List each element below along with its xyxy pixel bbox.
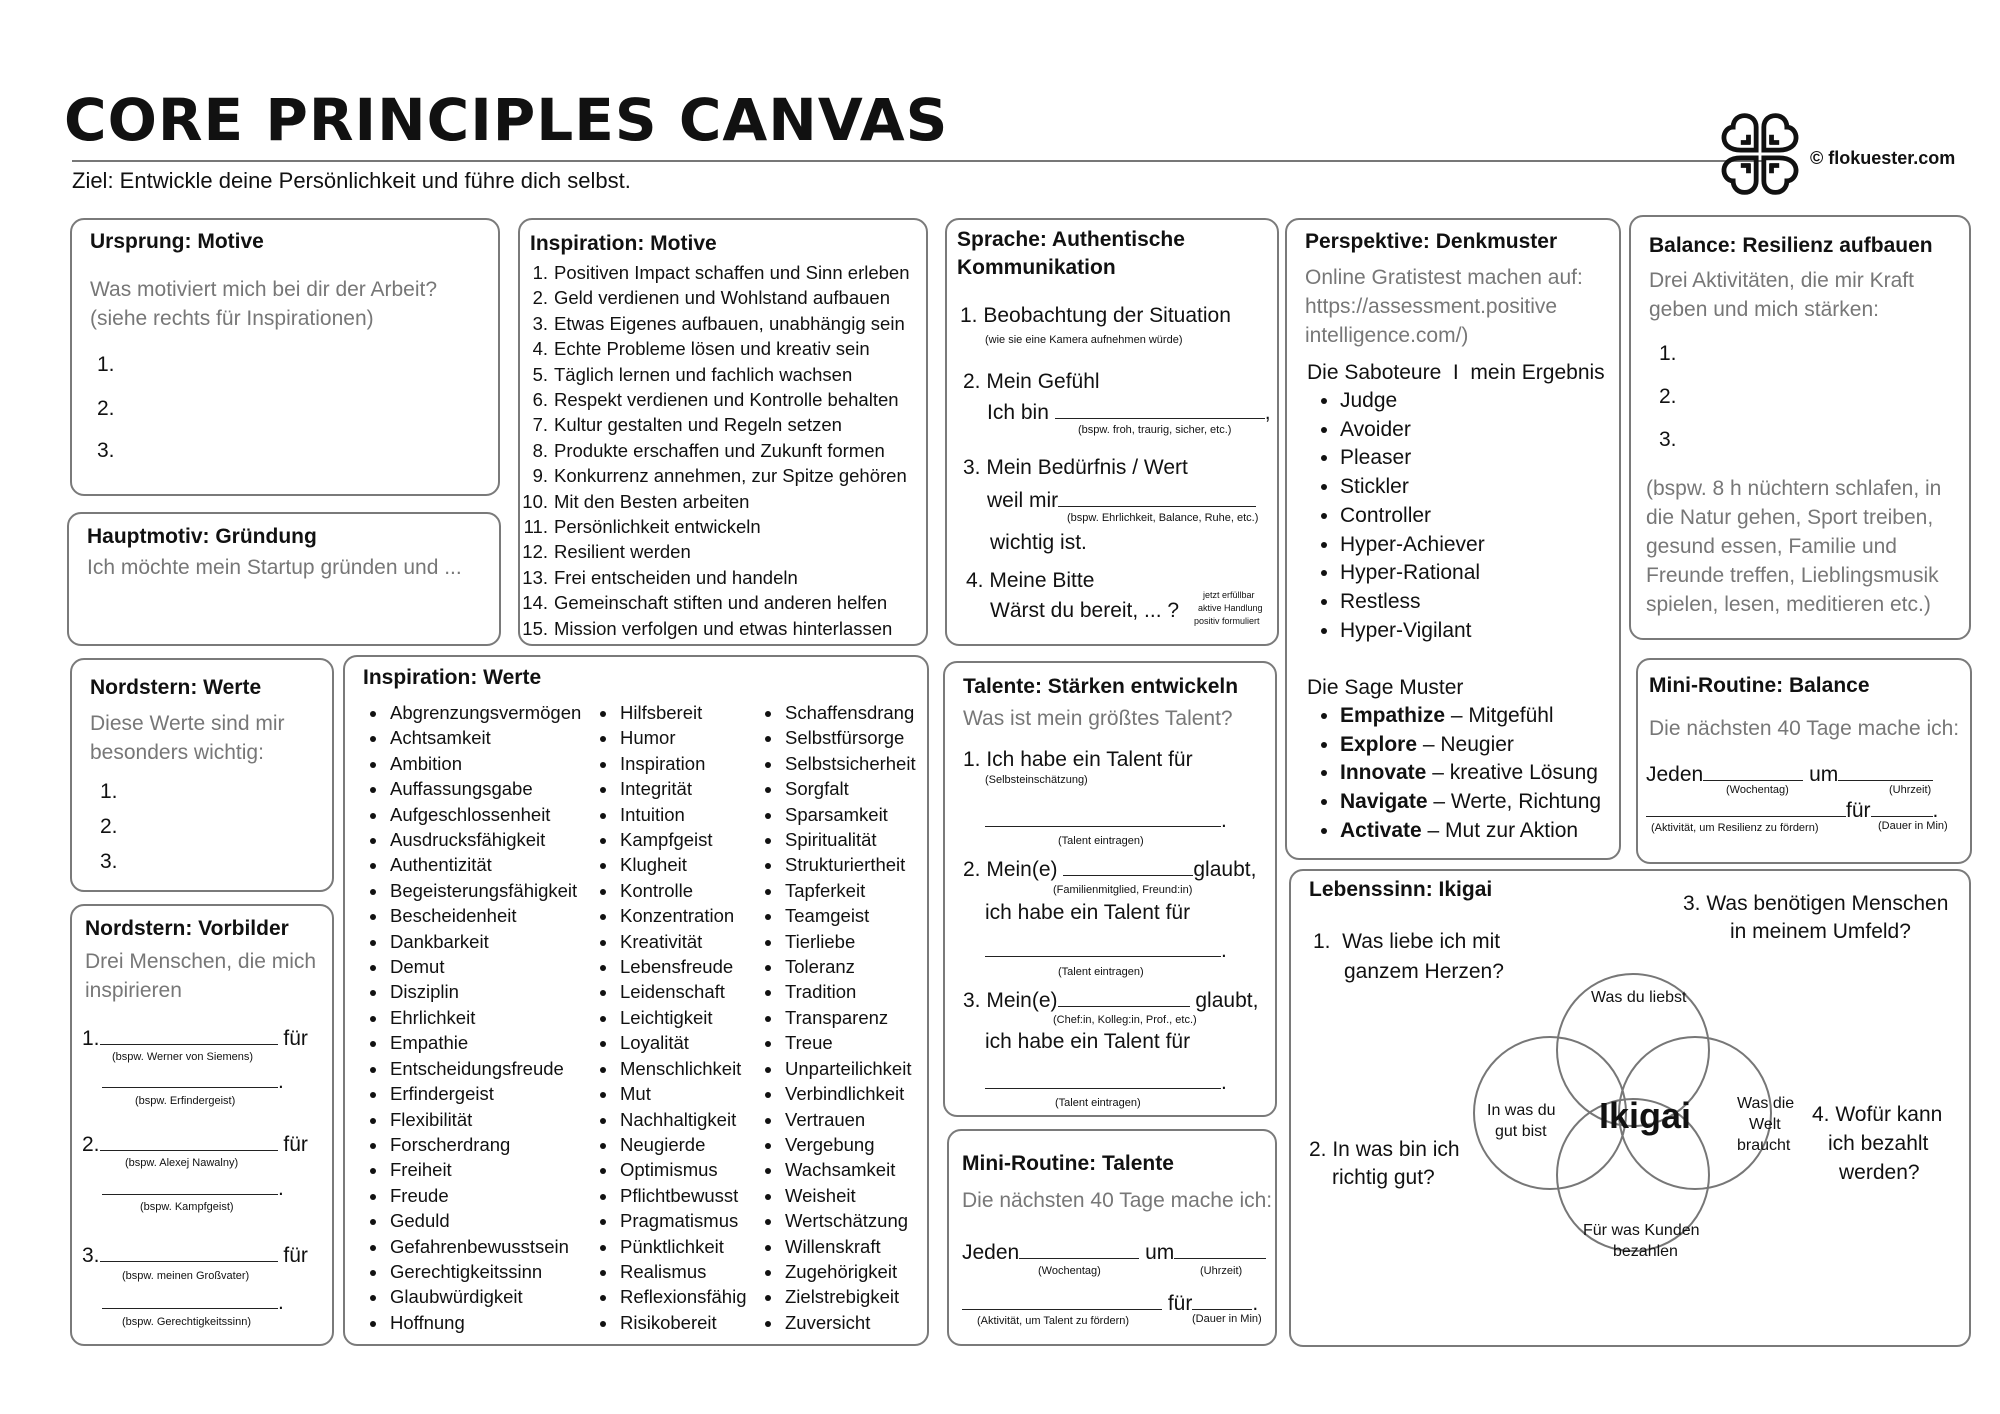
- list-item: • Avoider: [1340, 416, 1485, 445]
- ikigai-q4a: 4. Wofür kann: [1812, 1103, 1943, 1126]
- vorbild-3-value: .: [102, 1290, 284, 1315]
- list-item: • Tapferkeit: [783, 878, 916, 903]
- list-item: • Integrität: [618, 776, 747, 801]
- perspektive-title: Perspektive: Denkmuster: [1305, 230, 1558, 253]
- list-item: • Intuition: [618, 802, 747, 827]
- vorbild-3-hint: (bspw. meinen Großvater): [122, 1270, 250, 1282]
- list-item: • Weisheit: [783, 1183, 916, 1208]
- list-item: 14. Gemeinschaft stiften und anderen helfen: [522, 592, 888, 614]
- werte-column-1: [366, 700, 581, 1335]
- werte-n3: 3.: [100, 850, 118, 873]
- werte-n2: 2.: [100, 815, 118, 838]
- list-item: • Freude: [388, 1183, 581, 1208]
- list-item: • Stickler: [1340, 473, 1485, 502]
- ikigai-q1a: 1. Was liebe ich mit: [1313, 930, 1501, 953]
- list-item: 11. Persönlichkeit entwickeln: [523, 516, 761, 538]
- sprache-step-1: 1. Beobachtung der Situation: [960, 304, 1231, 327]
- list-item: • Glaubwürdigkeit: [388, 1284, 581, 1309]
- list-item: • Schaffensdrang: [783, 700, 916, 725]
- sprache-hint-2: (bspw. froh, traurig, sicher, etc.): [1078, 424, 1232, 436]
- list-item: • Tradition: [783, 979, 916, 1004]
- sprache-title-2: Kommunikation: [957, 256, 1116, 279]
- list-item: 6. Respekt verdienen und Kontrolle behalten: [532, 389, 899, 411]
- list-item: 4. Echte Probleme lösen und kreativ sein: [532, 338, 870, 360]
- list-item: • Selbstsicherheit: [783, 751, 916, 776]
- venn-label-world-3: braucht: [1737, 1137, 1791, 1154]
- talent-1-value: .: [985, 808, 1227, 833]
- list-item: 3. Etwas Eigenes aufbauen, unabhängig sein: [532, 312, 905, 334]
- list-item: • Hyper-Achiever: [1340, 531, 1485, 560]
- list-item: • Hyper-Rational: [1340, 559, 1485, 588]
- list-item: • Gerechtigkeitssinn: [388, 1259, 581, 1284]
- perspektive-prompt-2: https://assessment.positive: [1305, 295, 1558, 318]
- list-item: • Empathie: [388, 1030, 581, 1055]
- list-item: 2. Geld verdienen und Wohlstand aufbauen: [532, 287, 890, 309]
- mr-balance-line-2: für .: [1646, 798, 1938, 823]
- sprache-title-1: Sprache: Authentische: [957, 228, 1185, 251]
- header-divider: [72, 160, 1762, 162]
- list-item: • Zielstrebigkeit: [783, 1284, 916, 1309]
- venn-label-paid-2: bezahlen: [1613, 1243, 1678, 1260]
- perspektive-prompt-1: Online Gratistest machen auf:: [1305, 266, 1583, 289]
- list-item: • Pragmatismus: [618, 1208, 747, 1233]
- balance-prompt-2: geben und mich stärken:: [1649, 298, 1879, 321]
- list-item: 9. Konkurrenz annehmen, zur Spitze gehören: [532, 465, 907, 487]
- list-item: 12. Resilient werden: [522, 541, 691, 563]
- list-item: • Nachhaltigkeit: [618, 1107, 747, 1132]
- sprache-hint-1: (wie sie eine Kamera aufnehmen würde): [985, 334, 1183, 346]
- list-item: • Flexibilität: [388, 1107, 581, 1132]
- list-item: • Activate – Mut zur Aktion: [1340, 817, 1601, 846]
- list-item: • Geduld: [388, 1208, 581, 1233]
- mr-talente-uz: (Uhrzeit): [1200, 1265, 1243, 1277]
- list-item: • Wachsamkeit: [783, 1157, 916, 1182]
- sprache-step-4b: Wärst du bereit, ... ?: [990, 599, 1180, 622]
- list-item: • Forscherdrang: [388, 1132, 581, 1157]
- list-item: • Menschlichkeit: [618, 1056, 747, 1081]
- ursprung-n2: 2.: [97, 397, 115, 420]
- werte-column-3: [761, 700, 916, 1335]
- list-item: • Leichtigkeit: [618, 1005, 747, 1030]
- list-item: • Reflexionsfähig: [618, 1284, 747, 1309]
- list-item: • Disziplin: [388, 979, 581, 1004]
- talent-3-hint: (Chef:in, Kolleg:in, Prof., etc.): [1053, 1014, 1197, 1026]
- talent-3: 3. Mein(e) glaubt,: [963, 989, 1259, 1012]
- list-item: • Demut: [388, 954, 581, 979]
- copyright: © flokuester.com: [1810, 148, 1956, 168]
- list-item: • Zugehörigkeit: [783, 1259, 916, 1284]
- list-item: • Konzentration: [618, 903, 747, 928]
- ikigai-q4b: ich bezahlt: [1828, 1132, 1929, 1155]
- list-item: 15. Mission verfolgen und etwas hinterlassen: [522, 617, 893, 639]
- list-item: • Gefahrenbewusstsein: [388, 1234, 581, 1259]
- list-item: • Mut: [618, 1081, 747, 1106]
- list-item: • Selbstfürsorge: [783, 725, 916, 750]
- list-item: 1. Positiven Impact schaffen und Sinn erleben: [532, 262, 910, 283]
- list-item: • Willenskraft: [783, 1234, 916, 1259]
- mr-talente-akt: (Aktivität, um Talent zu fördern): [977, 1315, 1130, 1327]
- vorbild-1-value-hint: (bspw. Erfindergeist): [135, 1095, 236, 1107]
- talent-3-value-hint: (Talent eintragen): [1055, 1097, 1141, 1109]
- list-item: • Hoffnung: [388, 1310, 581, 1335]
- ikigai-q4c: werden?: [1839, 1161, 1920, 1184]
- list-item: • Sparsamkeit: [783, 802, 916, 827]
- saboteure-list: [1306, 387, 1485, 645]
- list-item: • Toleranz: [783, 954, 916, 979]
- list-item: • Auffassungsgabe: [388, 776, 581, 801]
- sprache-step-2: 2. Mein Gefühl: [963, 370, 1100, 393]
- list-item: • Pünktlichkeit: [618, 1234, 747, 1259]
- vorbild-2-hint: (bspw. Alexej Nawalny): [125, 1157, 239, 1169]
- list-item: • Begeisterungsfähigkeit: [388, 878, 581, 903]
- list-item: • Realismus: [618, 1259, 747, 1284]
- vorbild-2-value-hint: (bspw. Kampfgeist): [140, 1201, 234, 1213]
- list-item: • Risikobereit: [618, 1310, 747, 1335]
- venn-label-good-2: gut bist: [1495, 1123, 1547, 1140]
- list-item: • Inspiration: [618, 751, 747, 776]
- list-item: 5. Täglich lernen und fachlich wachsen: [532, 363, 853, 385]
- list-item: • Vertrauen: [783, 1107, 916, 1132]
- list-item: • Pleaser: [1340, 444, 1485, 473]
- talente-title: Talente: Stärken entwickeln: [963, 675, 1239, 698]
- list-item: • Sorgfalt: [783, 776, 916, 801]
- list-item: • Loyalität: [618, 1030, 747, 1055]
- werte-title: Nordstern: Werte: [90, 676, 262, 699]
- list-item: • Hyper-Vigilant: [1340, 617, 1485, 646]
- vorbilder-prompt: Drei Menschen, die mich inspirieren: [85, 950, 317, 1002]
- ikigai-center-label: Ikigai: [1599, 1095, 1692, 1136]
- sprache-step-3c: wichtig ist.: [990, 531, 1087, 554]
- sprache-hint-4c: positiv formuliert: [1194, 616, 1260, 626]
- list-item: • Innovate – kreative Lösung: [1340, 759, 1601, 788]
- saboteure-heading: Die Saboteure I mein Ergebnis: [1307, 361, 1605, 384]
- list-item: 7. Kultur gestalten und Regeln setzen: [532, 414, 842, 436]
- list-item: • Ambition: [388, 751, 581, 776]
- balance-n2: 2.: [1659, 385, 1677, 408]
- list-item: • Aufgeschlossenheit: [388, 802, 581, 827]
- list-item: • Bescheidenheit: [388, 903, 581, 928]
- mr-balance-wt: (Wochentag): [1726, 784, 1789, 796]
- list-item: • Neugierde: [618, 1132, 747, 1157]
- mr-balance-akt: (Aktivität, um Resilienz zu fördern): [1651, 822, 1819, 834]
- venn-label-good-1: In was du: [1487, 1102, 1556, 1119]
- talent-3-line: ich habe ein Talent für: [985, 1030, 1191, 1053]
- sage-heading: Die Sage Muster: [1307, 676, 1464, 699]
- mr-talente-line-1: Jeden um: [962, 1240, 1266, 1265]
- vorbild-3: 3. für: [82, 1244, 308, 1267]
- talent-1-value-hint: (Talent eintragen): [1058, 835, 1144, 847]
- sprache-step-2b: Ich bin ,: [987, 401, 1271, 424]
- list-item: • Freiheit: [388, 1157, 581, 1182]
- list-item: • Verbindlichkeit: [783, 1081, 916, 1106]
- list-item: • Navigate – Werte, Richtung: [1340, 788, 1601, 817]
- list-item: • Unparteilichkeit: [783, 1056, 916, 1081]
- mr-talente-prompt: Die nächsten 40 Tage mache ich:: [962, 1189, 1273, 1212]
- list-item: • Pflichtbewusst: [618, 1183, 747, 1208]
- talent-1: 1. Ich habe ein Talent für: [963, 748, 1193, 771]
- ikigai-q2a: 2. In was bin ich: [1309, 1138, 1460, 1161]
- list-item: • Optimismus: [618, 1157, 747, 1182]
- ikigai-q1b: ganzem Herzen?: [1344, 960, 1504, 983]
- ursprung-n3: 3.: [97, 439, 115, 462]
- mr-balance-title: Mini-Routine: Balance: [1649, 674, 1870, 697]
- sprache-hint-3: (bspw. Ehrlichkeit, Balance, Ruhe, etc.): [1067, 512, 1259, 524]
- list-item: • Leidenschaft: [618, 979, 747, 1004]
- list-item: • Authentizität: [388, 852, 581, 877]
- list-item: • Empathize – Mitgefühl: [1340, 702, 1601, 731]
- motive-list: [522, 260, 910, 641]
- list-item: • Zuversicht: [783, 1310, 916, 1335]
- balance-prompt-1: Drei Aktivitäten, die mir Kraft: [1649, 269, 1914, 292]
- balance-n3: 3.: [1659, 428, 1677, 451]
- list-item: • Kreativität: [618, 929, 747, 954]
- list-item: • Ehrlichkeit: [388, 1005, 581, 1030]
- ikigai-title: Lebenssinn: Ikigai: [1309, 878, 1493, 901]
- talent-3-value: .: [985, 1070, 1227, 1095]
- mr-balance-dauer: (Dauer in Min): [1878, 820, 1948, 832]
- list-item: • Treue: [783, 1030, 916, 1055]
- balance-examples: (bspw. 8 h nüchtern schlafen, in die Natur gehen, Sport treiben, gesund essen, Familie und Freunde treffen, Lieblingsmusik spielen, lesen, meditieren etc.): [1646, 477, 1942, 616]
- ursprung-box: [70, 218, 500, 496]
- talent-2-value-hint: (Talent eintragen): [1058, 966, 1144, 978]
- sprache-hint-4a: jetzt erfüllbar: [1203, 590, 1255, 600]
- venn-label-world-1: Was die: [1737, 1095, 1795, 1112]
- hauptmotiv-text: Ich möchte mein Startup gründen und ...: [87, 556, 462, 579]
- talent-2: 2. Mein(e) glaubt,: [963, 858, 1257, 881]
- vorbild-3-value-hint: (bspw. Gerechtigkeitssinn): [122, 1316, 251, 1328]
- list-item: • Strukturiertheit: [783, 852, 916, 877]
- list-item: 8. Produkte erschaffen und Zukunft formen: [532, 439, 885, 461]
- sprache-hint-4b: aktive Handlung: [1198, 603, 1263, 613]
- vorbilder-title: Nordstern: Vorbilder: [85, 917, 289, 940]
- list-item: • Teamgeist: [783, 903, 916, 928]
- list-item: • Ausdrucksfähigkeit: [388, 827, 581, 852]
- inspiration-motive-title: Inspiration: Motive: [530, 232, 717, 255]
- talent-1-hint: (Selbsteinschätzung): [985, 774, 1088, 786]
- ursprung-n1: 1.: [97, 353, 115, 376]
- venn-label-love: Was du liebst: [1591, 989, 1687, 1006]
- list-item: • Hilfsbereit: [618, 700, 747, 725]
- list-item: • Erfindergeist: [388, 1081, 581, 1106]
- list-item: • Klugheit: [618, 852, 747, 877]
- venn-label-paid-1: Für was Kunden: [1583, 1222, 1700, 1239]
- talent-2-line: ich habe ein Talent für: [985, 901, 1191, 924]
- list-item: • Transparenz: [783, 1005, 916, 1030]
- werte-column-2: [596, 700, 747, 1335]
- mr-balance-uz: (Uhrzeit): [1889, 784, 1932, 796]
- mr-talente-line-2: für .: [962, 1291, 1258, 1316]
- balance-title: Balance: Resilienz aufbauen: [1649, 234, 1933, 257]
- list-item: • Explore – Neugier: [1340, 731, 1601, 760]
- inspiration-werte-title: Inspiration: Werte: [363, 666, 542, 689]
- werte-n1: 1.: [100, 780, 118, 803]
- talente-prompt: Was ist mein größtes Talent?: [963, 707, 1233, 730]
- heart-cross-logo-icon: [1712, 106, 1808, 202]
- mr-talente-wt: (Wochentag): [1038, 1265, 1101, 1277]
- vorbild-1: 1. für: [82, 1027, 308, 1050]
- sprache-step-3: 3. Mein Bedürfnis / Wert: [963, 456, 1188, 479]
- ikigai-q2b: richtig gut?: [1332, 1166, 1435, 1189]
- talent-2-hint: (Familienmitglied, Freund:in): [1053, 884, 1193, 896]
- list-item: • Entscheidungsfreude: [388, 1056, 581, 1081]
- list-item: 13. Frei entscheiden und handeln: [522, 566, 798, 588]
- hauptmotiv-title: Hauptmotiv: Gründung: [87, 525, 317, 548]
- ikigai-q3a: 3. Was benötigen Menschen: [1683, 892, 1949, 915]
- list-item: • Controller: [1340, 502, 1485, 531]
- list-item: • Judge: [1340, 387, 1485, 416]
- list-item: • Kampfgeist: [618, 827, 747, 852]
- list-item: • Abgrenzungsvermögen: [388, 700, 581, 725]
- list-item: • Humor: [618, 725, 747, 750]
- list-item: • Vergebung: [783, 1132, 916, 1157]
- list-item: • Tierliebe: [783, 929, 916, 954]
- ursprung-prompt: Was motiviert mich bei dir der Arbeit? (siehe rechts für Inspirationen): [90, 278, 438, 330]
- sprache-step-3b: weil mir: [987, 488, 1256, 513]
- vorbild-2-value: .: [102, 1176, 284, 1201]
- list-item: • Kontrolle: [618, 878, 747, 903]
- perspektive-prompt-3: intelligence.com/): [1305, 324, 1469, 347]
- werte-prompt: Diese Werte sind mir besonders wichtig:: [90, 712, 285, 764]
- mr-balance-prompt: Die nächsten 40 Tage mache ich:: [1649, 717, 1960, 740]
- vorbild-1-value: .: [102, 1069, 284, 1094]
- ikigai-q3b: in meinem Umfeld?: [1730, 920, 1911, 943]
- mr-talente-title: Mini-Routine: Talente: [962, 1152, 1174, 1175]
- mr-balance-line-1: Jeden um: [1646, 762, 1933, 787]
- sprache-step-4: 4. Meine Bitte: [966, 569, 1095, 592]
- balance-n1: 1.: [1659, 342, 1677, 365]
- page-title: CORE PRINCIPLES CANVAS: [64, 86, 949, 154]
- ursprung-title: Ursprung: Motive: [90, 230, 264, 253]
- list-item: • Dankbarkeit: [388, 929, 581, 954]
- list-item: • Wertschätzung: [783, 1208, 916, 1233]
- talent-2-value: .: [985, 938, 1227, 963]
- list-item: • Restless: [1340, 588, 1485, 617]
- list-item: • Achtsamkeit: [388, 725, 581, 750]
- list-item: • Spiritualität: [783, 827, 916, 852]
- vorbild-1-hint: (bspw. Werner von Siemens): [112, 1051, 254, 1063]
- venn-label-world-2: Welt: [1749, 1116, 1781, 1133]
- page-goal: Ziel: Entwickle deine Persönlichkeit und führe dich selbst.: [72, 168, 631, 193]
- vorbild-2: 2. für: [82, 1133, 308, 1156]
- list-item: 10. Mit den Besten arbeiten: [522, 490, 750, 512]
- list-item: • Lebensfreude: [618, 954, 747, 979]
- mr-talente-dauer: (Dauer in Min): [1192, 1313, 1262, 1325]
- sage-list: [1306, 702, 1601, 846]
